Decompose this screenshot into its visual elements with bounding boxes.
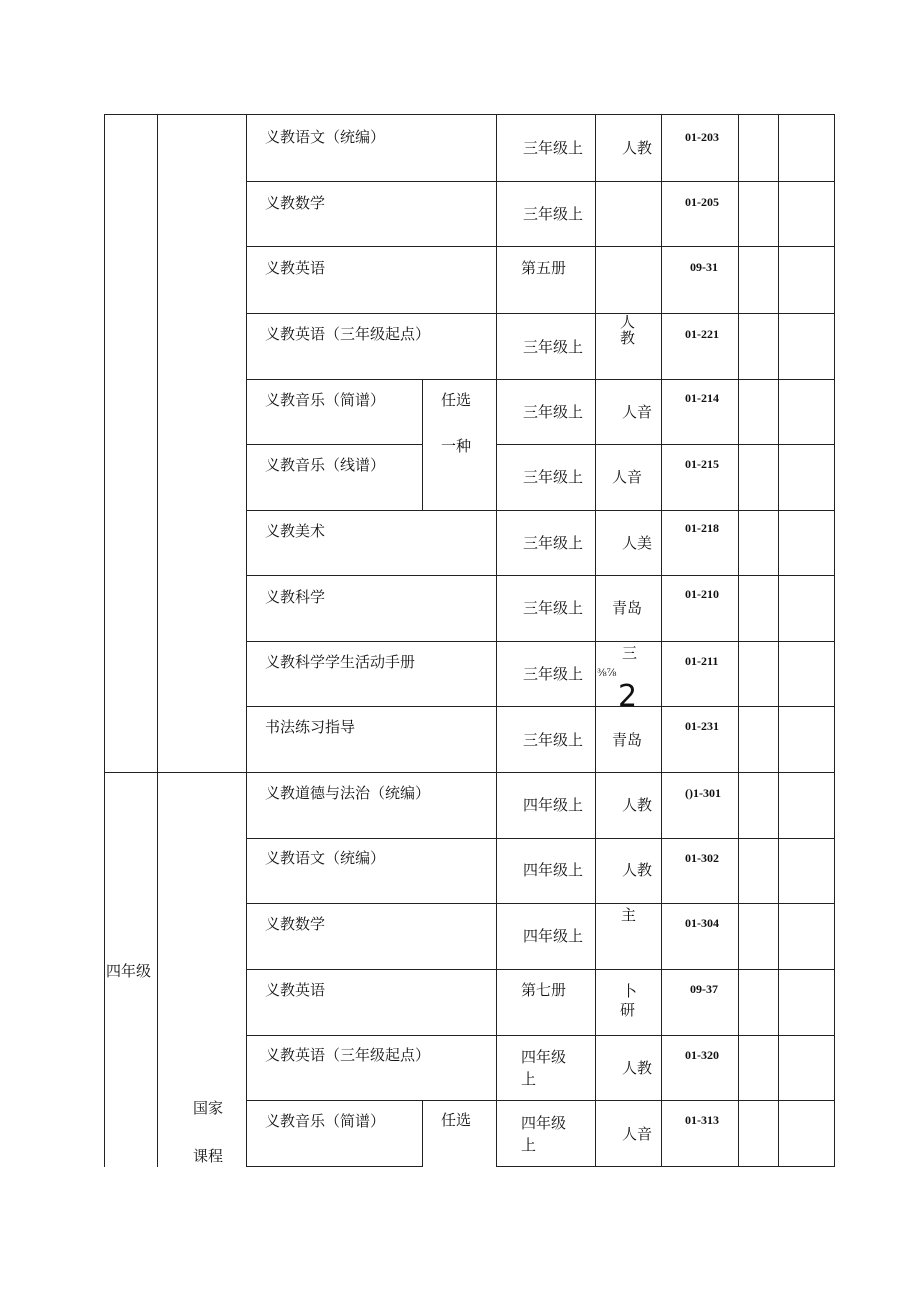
col-border-note-left bbox=[422, 379, 423, 510]
row-divider bbox=[246, 575, 835, 576]
book-title: 义教数学 bbox=[265, 915, 326, 933]
book-publisher: 青岛 bbox=[612, 599, 643, 617]
book-title: 义教英语（三年级起点） bbox=[265, 1046, 431, 1064]
book-title: 义教英语 bbox=[265, 259, 326, 277]
book-publisher: 研 bbox=[620, 1001, 636, 1019]
row-divider bbox=[496, 444, 835, 445]
col-border-grade-right bbox=[157, 114, 158, 1167]
book-title: 义教科学学生活动手册 bbox=[265, 653, 416, 671]
book-code: 01-304 bbox=[685, 916, 719, 930]
book-edition: 四年级上 bbox=[523, 796, 584, 814]
book-publisher: 人美 bbox=[622, 534, 653, 552]
row-divider bbox=[246, 1166, 422, 1167]
book-title: 义教音乐（简谱） bbox=[265, 391, 386, 409]
book-edition: 四年级上 bbox=[523, 861, 584, 879]
col-border-code-left bbox=[661, 114, 662, 1167]
col-border-category-right bbox=[246, 114, 247, 1167]
book-edition: 三年级上 bbox=[523, 665, 584, 683]
book-edition: 三年级上 bbox=[523, 403, 584, 421]
book-edition: 四年级上 bbox=[523, 927, 584, 945]
col-border-note-left bbox=[422, 1100, 423, 1167]
book-code: 01-218 bbox=[685, 521, 719, 535]
book-code: ()1-301 bbox=[685, 786, 721, 800]
book-publisher: 人音 bbox=[612, 468, 643, 486]
book-edition: 上 bbox=[521, 1136, 537, 1154]
book-edition: 第五册 bbox=[521, 259, 567, 277]
book-edition: 三年级上 bbox=[523, 139, 584, 157]
col-border-right bbox=[834, 114, 835, 1167]
book-code: 01-205 bbox=[685, 195, 719, 209]
book-publisher: 人教 bbox=[622, 796, 653, 814]
row-divider bbox=[246, 444, 422, 445]
book-code: 01-214 bbox=[685, 391, 719, 405]
col-border-grade-left bbox=[104, 114, 105, 1167]
row-divider bbox=[246, 838, 835, 839]
grade-label: 四年级 bbox=[106, 962, 152, 980]
book-code: 01-302 bbox=[685, 851, 719, 865]
section-divider bbox=[104, 772, 835, 773]
book-title: 义教语文（统编） bbox=[265, 128, 386, 146]
col-border-extra2-left bbox=[778, 114, 779, 1167]
book-edition: 四年级 bbox=[521, 1114, 567, 1132]
book-publisher: 青岛 bbox=[612, 731, 643, 749]
col-border-publisher-left bbox=[595, 114, 596, 1167]
book-edition: 三年级上 bbox=[523, 599, 584, 617]
book-title: 义教语文（统编） bbox=[265, 849, 386, 867]
category-label: 国家 bbox=[193, 1099, 224, 1117]
row-divider bbox=[496, 1166, 835, 1167]
row-divider bbox=[246, 181, 835, 182]
book-title: 书法练习指导 bbox=[265, 718, 356, 736]
col-border-edition-left bbox=[496, 114, 497, 1167]
book-publisher: 人音 bbox=[622, 403, 653, 421]
row-divider bbox=[246, 641, 835, 642]
category-label: 课程 bbox=[193, 1147, 224, 1165]
book-edition: 上 bbox=[521, 1070, 537, 1088]
book-publisher: 三 bbox=[622, 644, 638, 662]
elective-note: 一种 bbox=[441, 437, 472, 455]
col-border-extra1-left bbox=[738, 114, 739, 1167]
book-title: 义教美术 bbox=[265, 522, 326, 540]
book-publisher: 人教 bbox=[622, 1059, 653, 1077]
book-title: 义教英语（三年级起点） bbox=[265, 325, 431, 343]
book-title: 义教音乐（线谱） bbox=[265, 456, 386, 474]
book-publisher: 主 bbox=[621, 906, 637, 924]
book-publisher: 人 教 bbox=[620, 313, 636, 347]
book-title: 义教数学 bbox=[265, 194, 326, 212]
row-divider bbox=[246, 706, 835, 707]
table-top-border bbox=[104, 114, 835, 115]
book-edition: 三年级上 bbox=[523, 534, 584, 552]
row-divider bbox=[246, 903, 835, 904]
book-publisher-fragment: 2 bbox=[618, 679, 638, 714]
book-code: 01-320 bbox=[685, 1048, 719, 1062]
book-title: 义教道德与法治（统编） bbox=[265, 784, 431, 802]
book-edition: 三年级上 bbox=[523, 205, 584, 223]
book-code: 01-313 bbox=[685, 1113, 719, 1127]
book-publisher: 人音 bbox=[622, 1125, 653, 1143]
row-divider bbox=[246, 246, 835, 247]
book-title: 义教音乐（简谱） bbox=[265, 1112, 386, 1130]
row-divider bbox=[246, 969, 835, 970]
book-code: 01-210 bbox=[685, 587, 719, 601]
book-code: 01-231 bbox=[685, 719, 719, 733]
row-divider bbox=[246, 1100, 835, 1101]
book-edition: 三年级上 bbox=[523, 338, 584, 356]
book-title: 义教英语 bbox=[265, 981, 326, 999]
book-code: 01-203 bbox=[685, 130, 719, 144]
book-title: 义教科学 bbox=[265, 588, 326, 606]
book-edition: 三年级上 bbox=[523, 731, 584, 749]
book-code: 09-37 bbox=[690, 982, 718, 996]
book-publisher: 人教 bbox=[622, 139, 653, 157]
row-divider bbox=[246, 313, 835, 314]
book-code: 09-31 bbox=[690, 260, 718, 274]
book-edition: 三年级上 bbox=[523, 468, 584, 486]
row-divider bbox=[246, 379, 835, 380]
elective-note: 任选 bbox=[441, 391, 472, 409]
book-code: 01-215 bbox=[685, 457, 719, 471]
book-publisher: 卜 bbox=[622, 982, 638, 1000]
book-edition: 四年级 bbox=[521, 1048, 567, 1066]
book-edition: 第七册 bbox=[521, 981, 567, 999]
book-publisher: 人教 bbox=[622, 861, 653, 879]
row-divider bbox=[246, 510, 835, 511]
elective-note: 任选 bbox=[441, 1111, 472, 1129]
book-code: 01-211 bbox=[685, 654, 719, 668]
book-code: 01-221 bbox=[685, 327, 719, 341]
book-publisher-fragment: ⅜⅞ bbox=[597, 668, 617, 679]
row-divider bbox=[246, 1035, 835, 1036]
